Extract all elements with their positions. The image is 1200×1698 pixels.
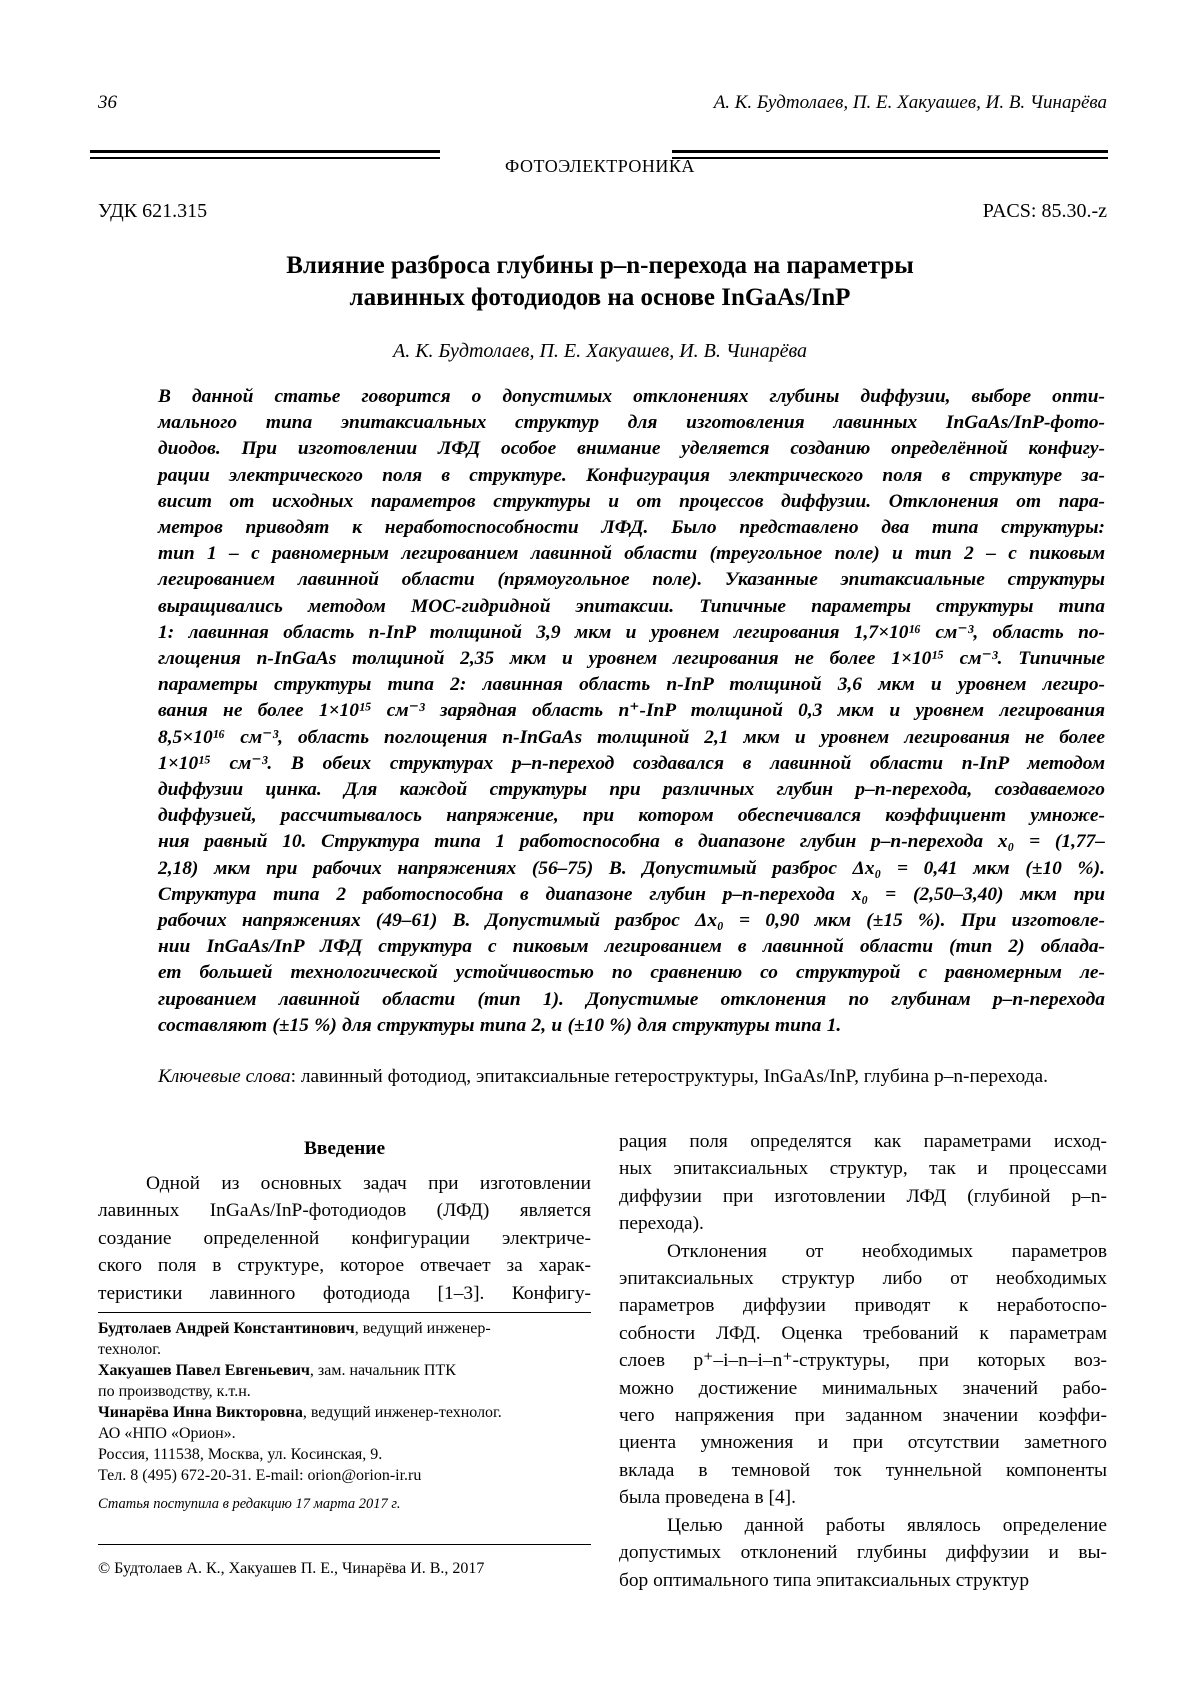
copyright-rule: [98, 1544, 591, 1545]
section-label: ФОТОЭЛЕКТРОНИКА: [505, 156, 695, 176]
intro-line: теристики лавинного фотодиода [1–3]. Конфигу-: [98, 1282, 591, 1304]
keywords-label: Ключевые слова: [158, 1066, 291, 1087]
intro-line: ных эпитаксиальных структур, так и процессами: [619, 1158, 1107, 1180]
abstract-line: мального типа эпитаксиальных структур для изготовления лавинных InGaAs/InP-фото-: [158, 412, 1105, 434]
abstract-line: вания не более 1×10¹⁵ см⁻³ зарядная область n⁺-InP толщиной 0,3 мкм и уровнем легирования: [158, 700, 1105, 722]
abstract-line: диодов. При изготовлении ЛФД особое внимание уделяется созданию определённой конфигу-: [158, 438, 1105, 460]
abstract-line: гированием лавинной области (тип 1). Допустимые отклонения по глубинам p–n-перехода: [158, 988, 1105, 1010]
author2-role: , зам. начальник ПТК: [309, 1362, 456, 1379]
abstract-line: нии InGaAs/InP ЛФД структура с пиковым легированием в лавинной области (тип 2) облада-: [158, 936, 1105, 958]
intro-line: собности ЛФД. Оценка требований к параметрам: [619, 1322, 1107, 1344]
intro-line: допустимых отклонений глубины диффузии и вы-: [619, 1542, 1107, 1564]
header-rule-right-top: [672, 150, 1108, 153]
keywords-text: : лавинный фотодиод, эпитаксиальные гетероструктуры, InGaAs/InP, глубина p–n-перехода.: [290, 1066, 1048, 1087]
abstract-line: ния равный 10. Структура типа 1 работоспособна в диапазоне глубин p–n-перехода x₀ = (1,77–: [158, 831, 1105, 853]
intro-line: Отклонения от необходимых параметров: [667, 1240, 1107, 1262]
title-line: лавинных фотодиодов на основе InGaAs/InP: [349, 284, 851, 311]
abstract-line: 8,5×10¹⁶ см⁻³, область поглощения n-InGaAs толщиной 2,1 мкм и уровнем легирования не более: [158, 726, 1105, 748]
intro-line: параметров диффузии приводят к неработоспо-: [619, 1295, 1107, 1317]
contact: Тел. 8 (495) 672-20-31. E-mail: orion@orion-ir.ru: [98, 1467, 422, 1484]
header-rule-left-top: [90, 150, 440, 153]
abstract-line: выращивались методом МОС-гидридной эпитаксии. Типичные параметры структуры типа: [158, 595, 1105, 617]
abstract-line: 1×10¹⁵ см⁻³. В обеих структурах p–n-переход создавался в лавинной области n-InP методом: [158, 752, 1105, 774]
intro-line: циента умножения и при отсутствии заметного: [619, 1432, 1107, 1454]
abstract-line: составляют (±15 %) для структуры типа 2, и (±10 %) для структуры типа 1.: [158, 1014, 842, 1036]
intro-line: Целью данной работы являлось определение: [667, 1514, 1107, 1536]
running-head: А. К. Будтолаев, П. Е. Хакуашев, И. В. Чинарёва: [713, 92, 1107, 113]
abstract-line: 2,18) мкм при рабочих напряжениях (56–75) В. Допустимый разброс Δx₀ = 0,41 мкм (±10 %).: [158, 857, 1105, 879]
intro-right-column: [619, 1128, 1107, 1594]
received-date: Статья поступила в редакцию 17 марта 2017 г.: [98, 1496, 401, 1512]
abstract-line: метров приводят к неработоспособности ЛФД. Было представлено два типа структуры:: [158, 517, 1105, 539]
abstract-line: висит от исходных параметров структуры и от процессов диффузии. Отклонения от пара-: [158, 490, 1105, 512]
intro-line: перехода).: [619, 1213, 704, 1235]
author2-name: Хакуашев Павел Евгеньевич: [98, 1362, 310, 1379]
abstract-line: глощения n-InGaAs толщиной 2,35 мкм и уровнем легирования не более 1×10¹⁵ см⁻³. Типичные: [158, 648, 1105, 670]
abstract-line: В данной статье говорится о допустимых отклонениях глубины диффузии, выборе опти-: [158, 386, 1105, 407]
udk-code: УДК 621.315: [98, 200, 208, 222]
author1-role-cont: технолог.: [98, 1341, 161, 1358]
pacs-code: PACS: 85.30.-z: [982, 200, 1107, 222]
intro-heading: Введение: [303, 1138, 386, 1159]
title-line: Влияние разброса глубины p–n-перехода на параметры: [286, 252, 914, 279]
intro-line: слоев p⁺–i–n–i–n⁺-структуры, при которых воз-: [619, 1350, 1107, 1372]
abstract-line: Структура типа 2 работоспособна в диапазоне глубин p–n-перехода x₀ = (2,50–3,40) мкм при: [158, 883, 1105, 905]
intro-line: Одной из основных задач при изготовлении: [146, 1173, 591, 1194]
abstract-line: ет большей технологической устойчивостью по сравнению со структурой с равномерным ле-: [158, 962, 1105, 984]
intro-line: чего напряжения при заданном значении коэффи-: [619, 1405, 1107, 1427]
intro-line: ского поля в структуре, которое отвечает за харак-: [98, 1255, 591, 1277]
intro-line: эпитаксиальных структур либо от необходимых: [619, 1268, 1107, 1290]
abstract-line: тип 1 – с равномерным легированием лавинной области (треугольное поле) и тип 2 – с пиковым: [158, 543, 1105, 565]
article-title: [100, 250, 1100, 314]
abstract-line: диффузии цинка. Для каждой структуры при различных глубин p–n-перехода, создаваемого: [158, 779, 1105, 801]
author2-role-cont: по производству, к.т.н.: [98, 1383, 251, 1400]
author3-role: , ведущий инженер-технолог.: [302, 1404, 502, 1421]
keywords: [158, 1064, 1105, 1090]
intro-line: рация поля определятся как параметрами исход-: [619, 1131, 1107, 1152]
author3-name: Чинарёва Инна Викторовна: [98, 1404, 303, 1421]
intro-line: лавинных InGaAs/InP-фотодиодов (ЛФД) является: [98, 1200, 591, 1222]
intro-line: создание определенной конфигурации электриче-: [98, 1227, 591, 1249]
footnote-rule: [98, 1312, 591, 1313]
author1-name: Будтолаев Андрей Константинович: [98, 1320, 355, 1337]
intro-left-column: [98, 1170, 591, 1307]
author-footnote: [98, 1318, 591, 1515]
organization: АО «НПО «Орион».: [98, 1425, 236, 1442]
intro-line: можно достижение минимальных значений рабо-: [619, 1377, 1107, 1399]
abstract: [158, 384, 1105, 1039]
intro-line: бор оптимального типа эпитаксиальных структур: [619, 1569, 1030, 1591]
author1-role: , ведущий инженер-: [354, 1320, 491, 1337]
authors: А. К. Будтолаев, П. Е. Хакуашев, И. В. Чинарёва: [392, 340, 807, 362]
intro-line: вклада в темновой ток туннельной компоненты: [619, 1459, 1107, 1481]
copyright: © Будтолаев А. К., Хакуашев П. Е., Чинарёва И. В., 2017: [98, 1560, 485, 1577]
abstract-line: параметры структуры типа 2: лавинная область n-InP толщиной 3,6 мкм и уровнем легиро-: [158, 674, 1105, 696]
abstract-line: легированием лавинной области (прямоугольное поле). Указанные эпитаксиальные структуры: [158, 569, 1105, 591]
intro-line: была проведена в [4].: [619, 1487, 796, 1509]
abstract-line: рации электрического поля в структуре. Конфигурация электрического поля в структуре за-: [158, 464, 1105, 486]
intro-line: диффузии при изготовлении ЛФД (глубиной p–n-: [619, 1185, 1107, 1207]
abstract-line: рабочих напряжениях (49–61) В. Допустимый разброс Δx₀ = 0,90 мкм (±15 %). При изготовле-: [158, 910, 1105, 932]
abstract-line: диффузией, рассчитывалось напряжение, при котором обеспечивался коэффициент умноже-: [158, 805, 1105, 827]
abstract-line: 1: лавинная область n-InP толщиной 3,9 мкм и уровнем легирования 1,7×10¹⁶ см⁻³, область по-: [158, 621, 1106, 643]
page-number: 36: [98, 92, 117, 113]
address: Россия, 111538, Москва, ул. Косинская, 9.: [98, 1446, 383, 1463]
